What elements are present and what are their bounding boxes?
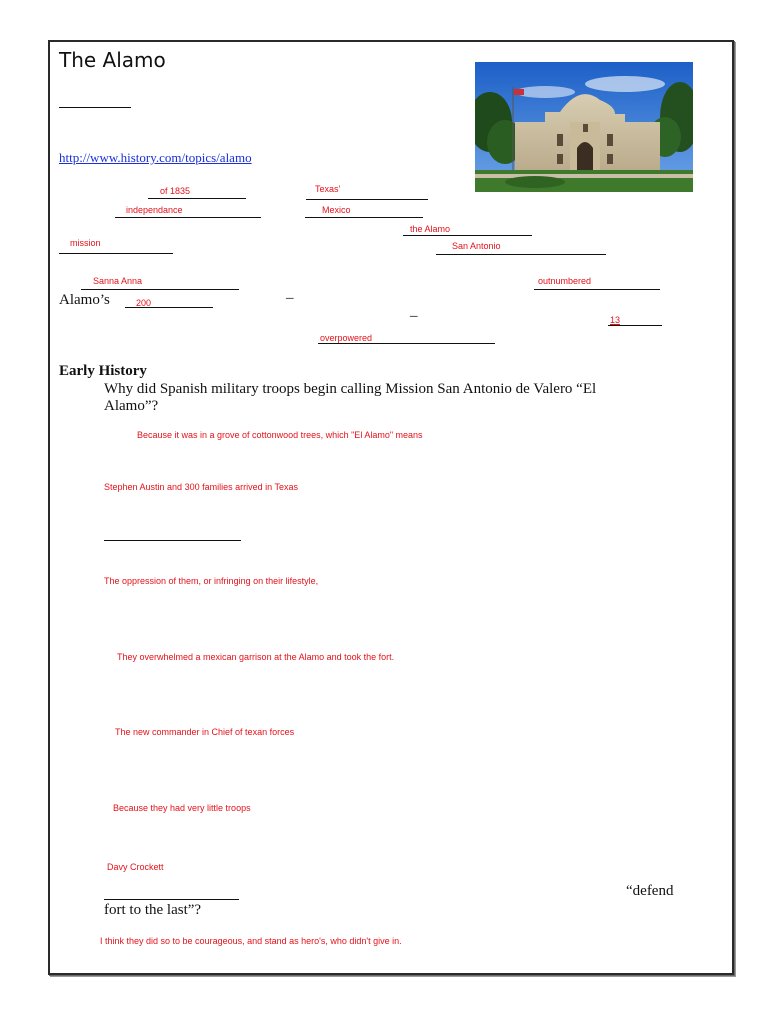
- blank-line-13: [104, 540, 241, 541]
- blank-line-11: [608, 325, 662, 326]
- blank-of-1835: of 1835: [160, 186, 191, 196]
- page-title: The Alamo: [59, 48, 166, 72]
- answer-5: The new commander in Chief of texan forces: [115, 727, 295, 737]
- answer-6: Because they had very little troops: [113, 803, 251, 813]
- blank-line-12: [318, 343, 495, 344]
- blank-outnumbered: outnumbered: [538, 276, 592, 286]
- question-1-line-1: Why did Spanish military troops begin calling Mission San Antonio de Valero “El: [104, 381, 597, 397]
- blank-overpowered: overpowered: [320, 333, 373, 343]
- history-link[interactable]: http://www.history.com/topics/alamo: [59, 150, 252, 165]
- blank-line-14: [104, 899, 239, 900]
- dash-2: –: [410, 308, 418, 324]
- blank-line-6: [59, 253, 173, 254]
- question-1-line-2: Alamo”?: [104, 398, 159, 414]
- title-underline: [59, 107, 131, 108]
- alamos-label: Alamo’s: [59, 292, 110, 308]
- blank-the-alamo: the Alamo: [410, 224, 451, 234]
- answer-8: I think they did so to be courageous, and stand as hero's, who didn't give in.: [100, 936, 402, 946]
- section-heading-early-history: Early History: [59, 363, 147, 379]
- blank-line-10: [125, 307, 213, 308]
- blank-line-3: [115, 217, 261, 218]
- blank-line-7: [436, 254, 606, 255]
- answer-3: The oppression of them, or infringing on their lifestyle,: [104, 576, 319, 586]
- blank-line-1: [148, 198, 246, 199]
- blank-mexico: Mexico: [322, 205, 351, 215]
- blank-san-antonio: San Antonio: [452, 241, 501, 251]
- blank-independance: independance: [126, 205, 183, 215]
- blank-sanna-anna: Sanna Anna: [93, 276, 143, 286]
- alamo-photo: [475, 62, 693, 192]
- alamo-photo-illustration: [475, 62, 693, 192]
- blank-line-9: [534, 289, 660, 290]
- dash-1: –: [286, 290, 294, 306]
- blank-line-8: [81, 289, 239, 290]
- answer-7: Davy Crockett: [107, 862, 164, 872]
- blank-200: 200: [136, 298, 152, 308]
- blank-13: 13: [610, 315, 621, 325]
- answer-1: Because it was in a grove of cottonwood trees, which "El Alamo" means: [137, 430, 423, 440]
- blank-line-4: [305, 217, 423, 218]
- defend-text: “defend: [626, 883, 674, 899]
- blank-mission: mission: [70, 238, 101, 248]
- blank-texas: Texas’: [315, 184, 341, 194]
- answer-4: They overwhelmed a mexican garrison at the Alamo and took the fort.: [117, 652, 395, 662]
- blank-line-5: [403, 235, 532, 236]
- fort-to-the-last-text: fort to the last”?: [104, 902, 202, 918]
- answer-2: Stephen Austin and 300 families arrived in Texas: [104, 482, 298, 492]
- blank-line-2: [306, 199, 428, 200]
